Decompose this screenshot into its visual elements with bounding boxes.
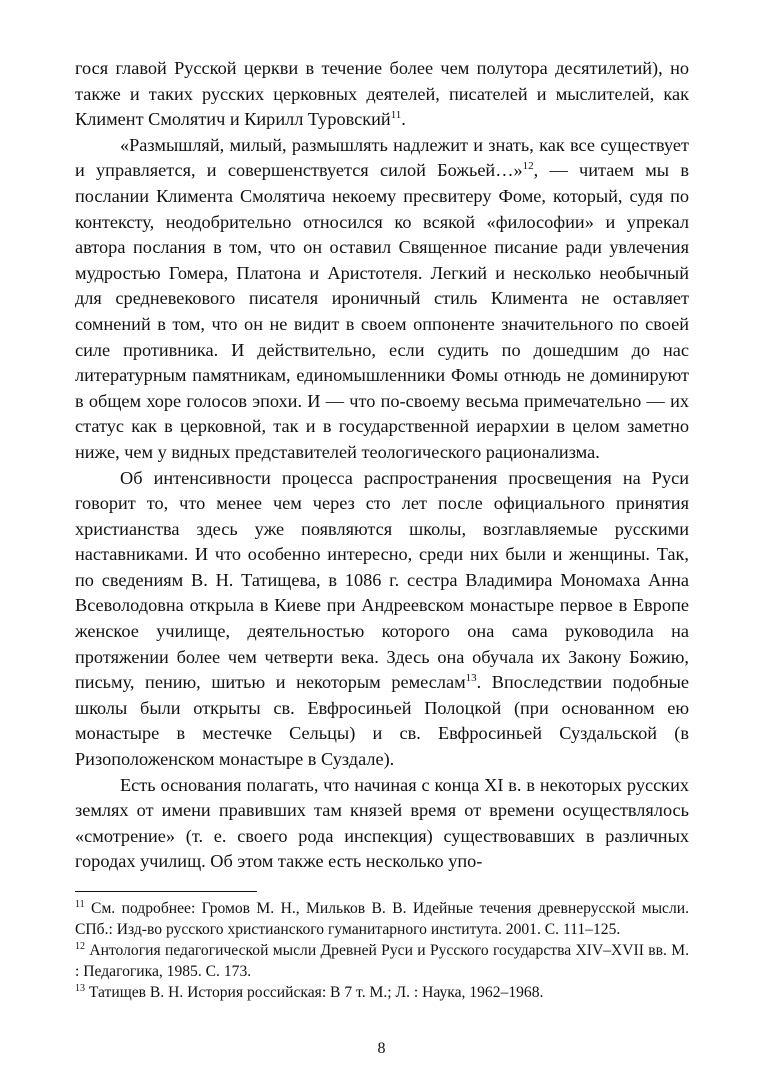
paragraph-3-text-b: . Впоследствии подобные школы были открыты св. Евфросиньей Полоцкой (при основанном ею монастыре в местечке Сельцы) и св. Евфросиньей Суздальской (в Ризоположенском монастыре в Суздале). (75, 672, 689, 770)
footnote-12 (75, 940, 689, 982)
footnote-ref-13[interactable]: 13 (465, 672, 477, 685)
paragraph-2 (75, 133, 689, 466)
paragraph-3-text-a: Об интенсивности процесса распространения просвещения на Руси говорит то, что менее чем через сто лет после официального принятия христианства здесь уже появляются школы, возглавляемые русскими наставниками. И что особенно интересно, среди них были и женщины. Так, по сведениям В. Н. Татищева, в 1086 г. сестра Владимира Мономаха Анна Всеволодовна открыла в Киеве при Андреевском монастыре первое в Европе женское училище, деятельностью которого она сама руководила на протяжении более чем четверти века. Здесь она обучала их Закону Божию, письму, пению, шитью и некоторым ремеслам (75, 467, 689, 693)
page-body (75, 56, 689, 875)
paragraph-4-text: Есть основания полагать, что начиная с конца XI в. в некоторых русских землях от имени правивших там князей время от времени осуществлялось «смотрение» (т. е. своего рода инспекция) существовавших в различных городах училищ. Об этом также есть несколько упо- (75, 774, 689, 872)
footnote-11 (75, 898, 689, 940)
paragraph-2-quote: «Размышляй, милый, размышлять надлежит и знать, как все существует и управляется, и совершенствуется силой Божьей…» (75, 134, 689, 181)
footnote-ref-12[interactable]: 12 (522, 160, 534, 173)
footnote-text: Татищев В. Н. История российская: В 7 т. М.; Л. : Наука, 1962–1968. (85, 984, 544, 1001)
paragraph-1 (75, 56, 689, 133)
footnote-number: 11 (75, 899, 85, 910)
footnote-separator (75, 891, 257, 892)
footnote-text: См. подробнее: Громов М. Н., Мильков В. В. Идейные течения древнерусской мысли. СПб.: Изд-во русского христианского гуманитарного института. 2001. С. 111–125. (75, 900, 689, 938)
footnote-ref-11[interactable]: 11 (390, 109, 402, 122)
paragraph-2-text: , — читаем мы в послании Климента Смолятича некоему пресвитеру Фоме, который, судя по контексту, неодобрительно относился ко всякой «философии» и упрекал автора послания в том, что он оставил Священное писание ради увлечения мудростью Гомера, Платона и Аристотеля. Легкий и несколько необычный для средневекового писателя ироничный стиль Климента не оставляет сомнений в том, что он не видит в своем оппоненте значительного по своей силе противника. И действительно, если судить по дошедшим до нас литературным памятникам, единомышленники Фомы отнюдь не доминируют в общем хоре голосов эпохи. И — что по-своему весьма примечательно — их статус как в церковной, так и в государственной иерархии в целом заметно ниже, чем у видных представителей теологического рационализма. (75, 160, 689, 462)
footnote-number: 12 (75, 941, 85, 952)
footnote-number: 13 (75, 983, 85, 994)
paragraph-3 (75, 466, 689, 773)
footnote-13 (75, 982, 689, 1003)
paragraph-4 (75, 773, 689, 875)
paragraph-1-end: . (401, 109, 406, 130)
page-number: 8 (377, 1040, 386, 1057)
footnotes (75, 898, 689, 1003)
footnote-text: Антология педагогической мысли Древней Руси и Русского государства XIV–XVII вв. М. : Педагогика, 1985. С. 173. (75, 942, 689, 980)
paragraph-1-text: гося главой Русской церкви в течение более чем полутора десятилетий), но также и таких русских церковных деятелей, писателей и мыслителей, как Климент Смолятич и Кирилл Туровский (75, 58, 689, 130)
